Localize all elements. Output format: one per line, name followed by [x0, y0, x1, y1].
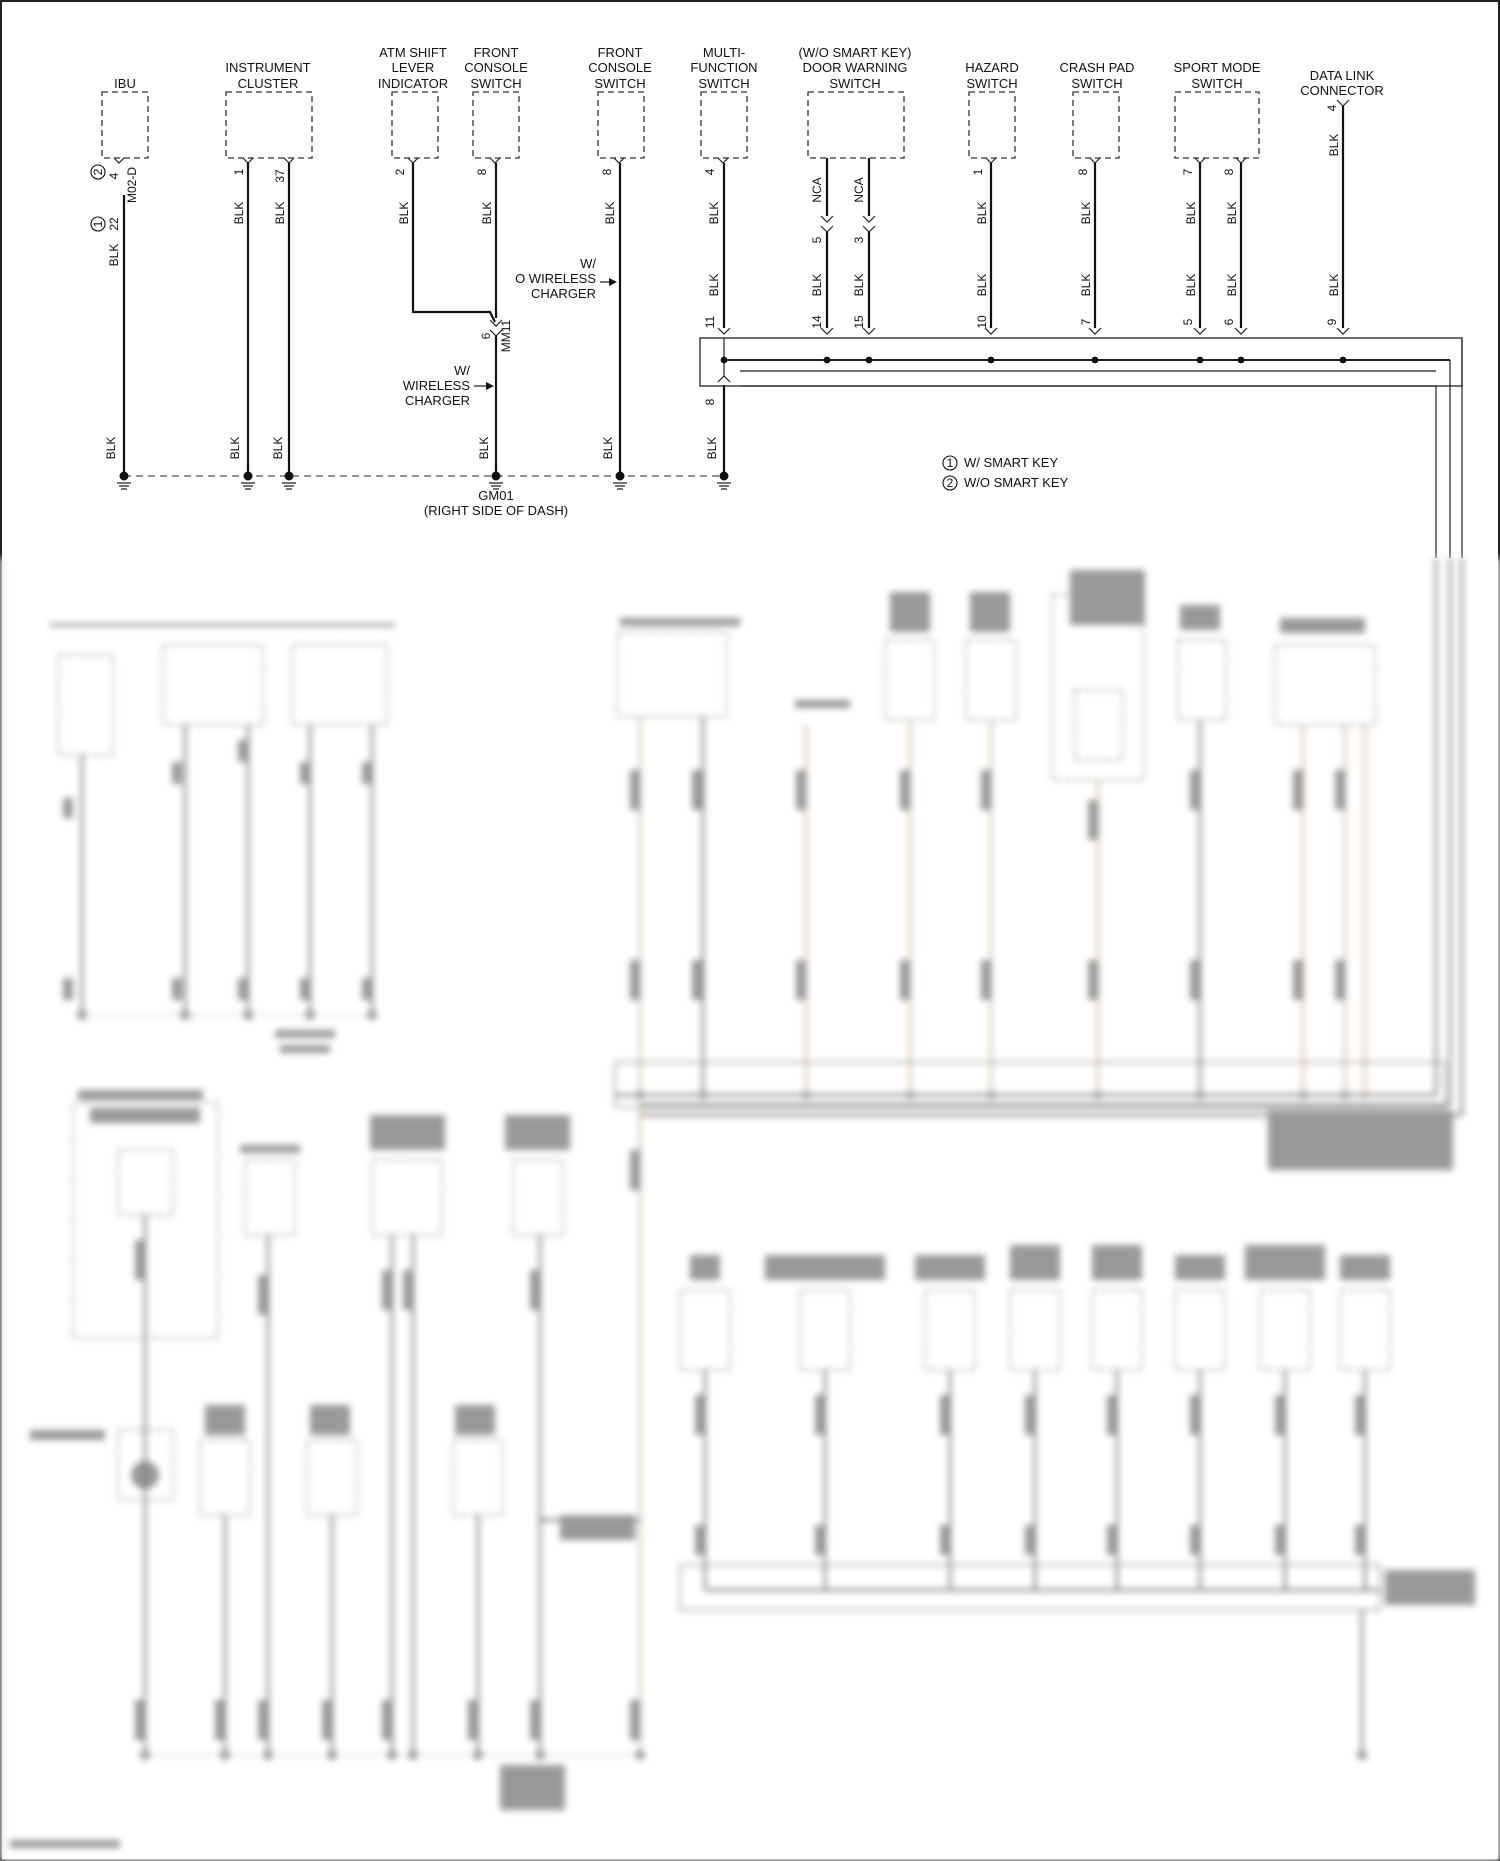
svg-text:INDICATOR: INDICATOR [377, 76, 449, 91]
svg-text:CONNECTOR: CONNECTOR [1300, 83, 1384, 98]
svg-text:DOOR WARNING: DOOR WARNING [802, 60, 908, 75]
svg-text:BLK: BLK [1079, 201, 1093, 225]
instrument-cluster-component [225, 60, 312, 476]
svg-text:BLK: BLK [271, 436, 285, 460]
svg-text:BLK: BLK [1184, 201, 1198, 225]
svg-text:W/: W/ [454, 363, 470, 378]
svg-text:8: 8 [1222, 168, 1236, 176]
svg-text:CLUSTER: CLUSTER [237, 76, 299, 91]
ground-gm01 [117, 472, 731, 519]
blurred-continuation-diagram [0, 558, 1500, 1861]
svg-text:8: 8 [600, 168, 614, 176]
svg-text:BLK: BLK [1225, 201, 1239, 225]
svg-text:O WIRELESS: O WIRELESS [515, 271, 596, 286]
svg-text:BLK: BLK [104, 436, 118, 460]
joint-splice-box [700, 338, 1462, 558]
svg-text:FRONT: FRONT [597, 45, 643, 60]
svg-text:NCA: NCA [852, 177, 866, 203]
svg-text:BLK: BLK [232, 201, 246, 225]
svg-text:BLK: BLK [707, 201, 721, 225]
svg-text:DATA LINK: DATA LINK [1309, 68, 1375, 83]
legend [943, 455, 1069, 490]
svg-text:SPORT MODE: SPORT MODE [1173, 60, 1261, 75]
svg-text:ATM SHIFT: ATM SHIFT [379, 45, 447, 60]
svg-text:8: 8 [1076, 168, 1090, 176]
svg-text:1: 1 [91, 220, 105, 228]
svg-text:BLK: BLK [975, 273, 989, 297]
svg-text:37: 37 [273, 169, 287, 183]
svg-text:BLK: BLK [601, 436, 615, 460]
svg-text:2: 2 [393, 168, 407, 176]
ibu-component [91, 76, 148, 476]
svg-text:4: 4 [107, 172, 121, 180]
svg-text:1: 1 [971, 168, 985, 176]
svg-text:SWITCH: SWITCH [594, 76, 646, 91]
svg-text:BLK: BLK [707, 273, 721, 297]
svg-text:(RIGHT SIDE OF DASH): (RIGHT SIDE OF DASH) [423, 503, 569, 518]
svg-text:10: 10 [975, 315, 989, 329]
svg-text:MULTI-: MULTI- [702, 45, 746, 60]
svg-text:8: 8 [475, 168, 489, 176]
svg-text:CHARGER: CHARGER [530, 286, 596, 301]
svg-text:CONSOLE: CONSOLE [464, 60, 528, 75]
svg-text:BLK: BLK [975, 201, 989, 225]
svg-text:WIRELESS: WIRELESS [402, 378, 470, 393]
svg-text:1: 1 [232, 168, 246, 176]
svg-text:W/O SMART KEY: W/O SMART KEY [964, 475, 1069, 490]
svg-text:7: 7 [1079, 318, 1093, 326]
svg-text:BLK: BLK [603, 201, 617, 225]
svg-text:BLK: BLK [810, 273, 824, 297]
svg-text:SWITCH: SWITCH [966, 76, 1018, 91]
svg-text:2: 2 [91, 168, 105, 176]
svg-text:W/ SMART KEY: W/ SMART KEY [964, 455, 1059, 470]
svg-text:BLK: BLK [228, 436, 242, 460]
svg-text:GM01: GM01 [478, 488, 514, 503]
svg-text:BLK: BLK [107, 243, 121, 267]
svg-text:8: 8 [703, 398, 717, 406]
svg-text:SWITCH: SWITCH [1191, 76, 1243, 91]
svg-text:INSTRUMENT: INSTRUMENT [225, 60, 311, 75]
sport-mode-switch-component [1174, 60, 1261, 334]
multi-function-switch-component [690, 45, 757, 476]
svg-text:2: 2 [946, 476, 954, 490]
svg-text:5: 5 [810, 236, 824, 244]
svg-text:CONSOLE: CONSOLE [588, 60, 652, 75]
svg-text:SWITCH: SWITCH [470, 76, 522, 91]
svg-text:6: 6 [479, 332, 493, 340]
svg-text:NCA: NCA [810, 177, 824, 203]
svg-text:11: 11 [703, 315, 717, 329]
svg-text:W/: W/ [580, 256, 596, 271]
crash-pad-switch-component [1060, 60, 1135, 334]
svg-text:SWITCH: SWITCH [1071, 76, 1123, 91]
data-link-connector-component [1300, 68, 1384, 334]
svg-text:CRASH PAD: CRASH PAD [1059, 60, 1135, 75]
svg-text:IBU: IBU [114, 76, 136, 91]
hazard-switch-component [965, 60, 1018, 334]
svg-text:14: 14 [810, 315, 824, 329]
svg-text:(W/O SMART KEY): (W/O SMART KEY) [798, 45, 912, 60]
svg-text:4: 4 [1325, 104, 1339, 112]
front-console-switch-2-component [515, 45, 652, 476]
front-console-switch-1-component [403, 45, 528, 476]
svg-text:7: 7 [1181, 168, 1195, 176]
svg-text:6: 6 [1222, 318, 1236, 326]
svg-text:3: 3 [852, 236, 866, 244]
svg-text:BLK: BLK [397, 201, 411, 225]
svg-text:15: 15 [852, 315, 866, 329]
svg-text:BLK: BLK [273, 201, 287, 225]
svg-text:BLK: BLK [1079, 273, 1093, 297]
svg-text:BLK: BLK [705, 436, 719, 460]
svg-text:5: 5 [1181, 318, 1195, 326]
svg-text:1: 1 [946, 456, 954, 470]
svg-text:22: 22 [107, 217, 121, 231]
svg-text:4: 4 [703, 168, 717, 176]
svg-text:BLK: BLK [1327, 133, 1341, 157]
svg-text:MM11: MM11 [499, 319, 513, 353]
svg-text:M02-D: M02-D [125, 166, 139, 204]
svg-text:SWITCH: SWITCH [698, 76, 750, 91]
svg-text:FUNCTION: FUNCTION [690, 60, 758, 75]
svg-text:BLK: BLK [480, 201, 494, 225]
svg-text:BLK: BLK [477, 436, 491, 460]
svg-text:CHARGER: CHARGER [404, 393, 470, 408]
door-warning-switch-component [799, 45, 912, 334]
svg-text:LEVER: LEVER [391, 60, 435, 75]
svg-text:BLK: BLK [852, 273, 866, 297]
svg-text:HAZARD: HAZARD [965, 60, 1019, 75]
svg-text:9: 9 [1325, 318, 1339, 326]
svg-text:SWITCH: SWITCH [829, 76, 881, 91]
svg-text:BLK: BLK [1225, 273, 1239, 297]
svg-text:FRONT: FRONT [473, 45, 519, 60]
svg-text:BLK: BLK [1184, 273, 1198, 297]
svg-text:BLK: BLK [1327, 273, 1341, 297]
